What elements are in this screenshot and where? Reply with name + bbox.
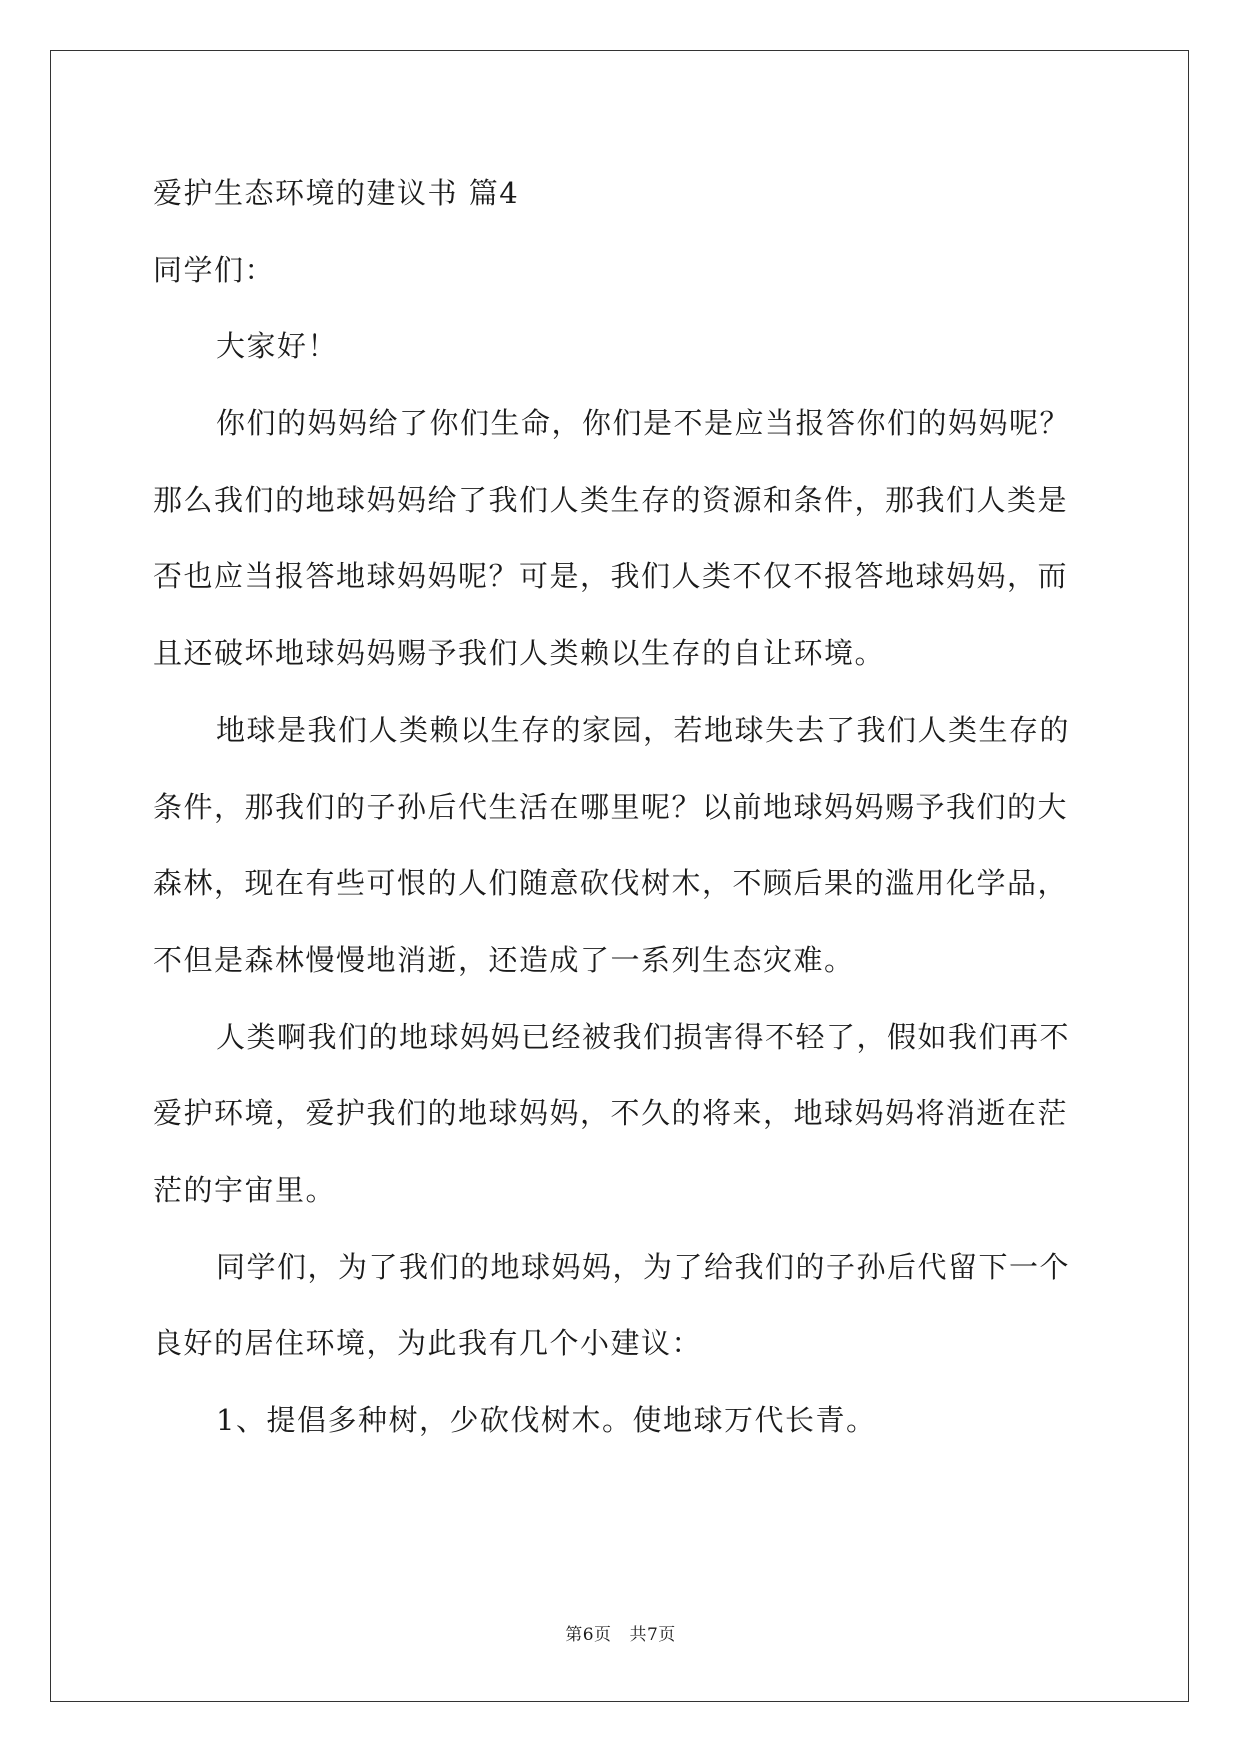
page-current: 第6页 (565, 1625, 612, 1645)
text-line: 条件，那我们的子孙后代生活在哪里呢？以前地球妈妈赐予我们的大 (153, 789, 1069, 824)
text-line: 爱护环境，爱护我们的地球妈妈，不久的将来，地球妈妈将消逝在茫 (153, 1096, 1069, 1131)
text-line: 良好的居住环境，为此我有几个小建议： (153, 1326, 703, 1361)
text-line: 同学们，为了我们的地球妈妈，为了给我们的子孙后代留下一个 (216, 1249, 1071, 1284)
text-line: 否也应当报答地球妈妈呢？可是，我们人类不仅不报答地球妈妈，而 (153, 559, 1069, 594)
text-line: 地球是我们人类赖以生存的家园，若地球失去了我们人类生存的 (216, 712, 1071, 747)
document-title: 爱护生态环境的建议书 篇4 (153, 176, 520, 210)
page-footer (0, 1620, 1241, 1645)
paragraph-lines (153, 308, 1093, 1458)
text-line: 1、提倡多种树，少砍伐树木。使地球万代长青。 (216, 1403, 877, 1437)
text-line: 森林，现在有些可恨的人们随意砍伐树木，不顾后果的滥用化学品， (153, 866, 1069, 901)
text-line: 大家好！ (216, 329, 339, 364)
greeting: 同学们： (153, 252, 276, 287)
text-line: 那么我们的地球妈妈给了我们人类生存的资源和条件，那我们人类是 (153, 482, 1069, 517)
page-total: 共7页 (629, 1625, 676, 1645)
text-line: 你们的妈妈给了你们生命，你们是不是应当报答你们的妈妈呢？ (216, 406, 1071, 441)
text-line: 人类啊我们的地球妈妈已经被我们损害得不轻了，假如我们再不 (216, 1019, 1071, 1054)
text-line: 不但是森林慢慢地消逝，还造成了一系列生态灾难。 (153, 942, 855, 977)
text-line: 茫的宇宙里。 (153, 1172, 337, 1207)
text-line: 且还破坏地球妈妈赐予我们人类赖以生存的自让环境。 (153, 636, 886, 671)
document-body (153, 155, 1093, 1459)
